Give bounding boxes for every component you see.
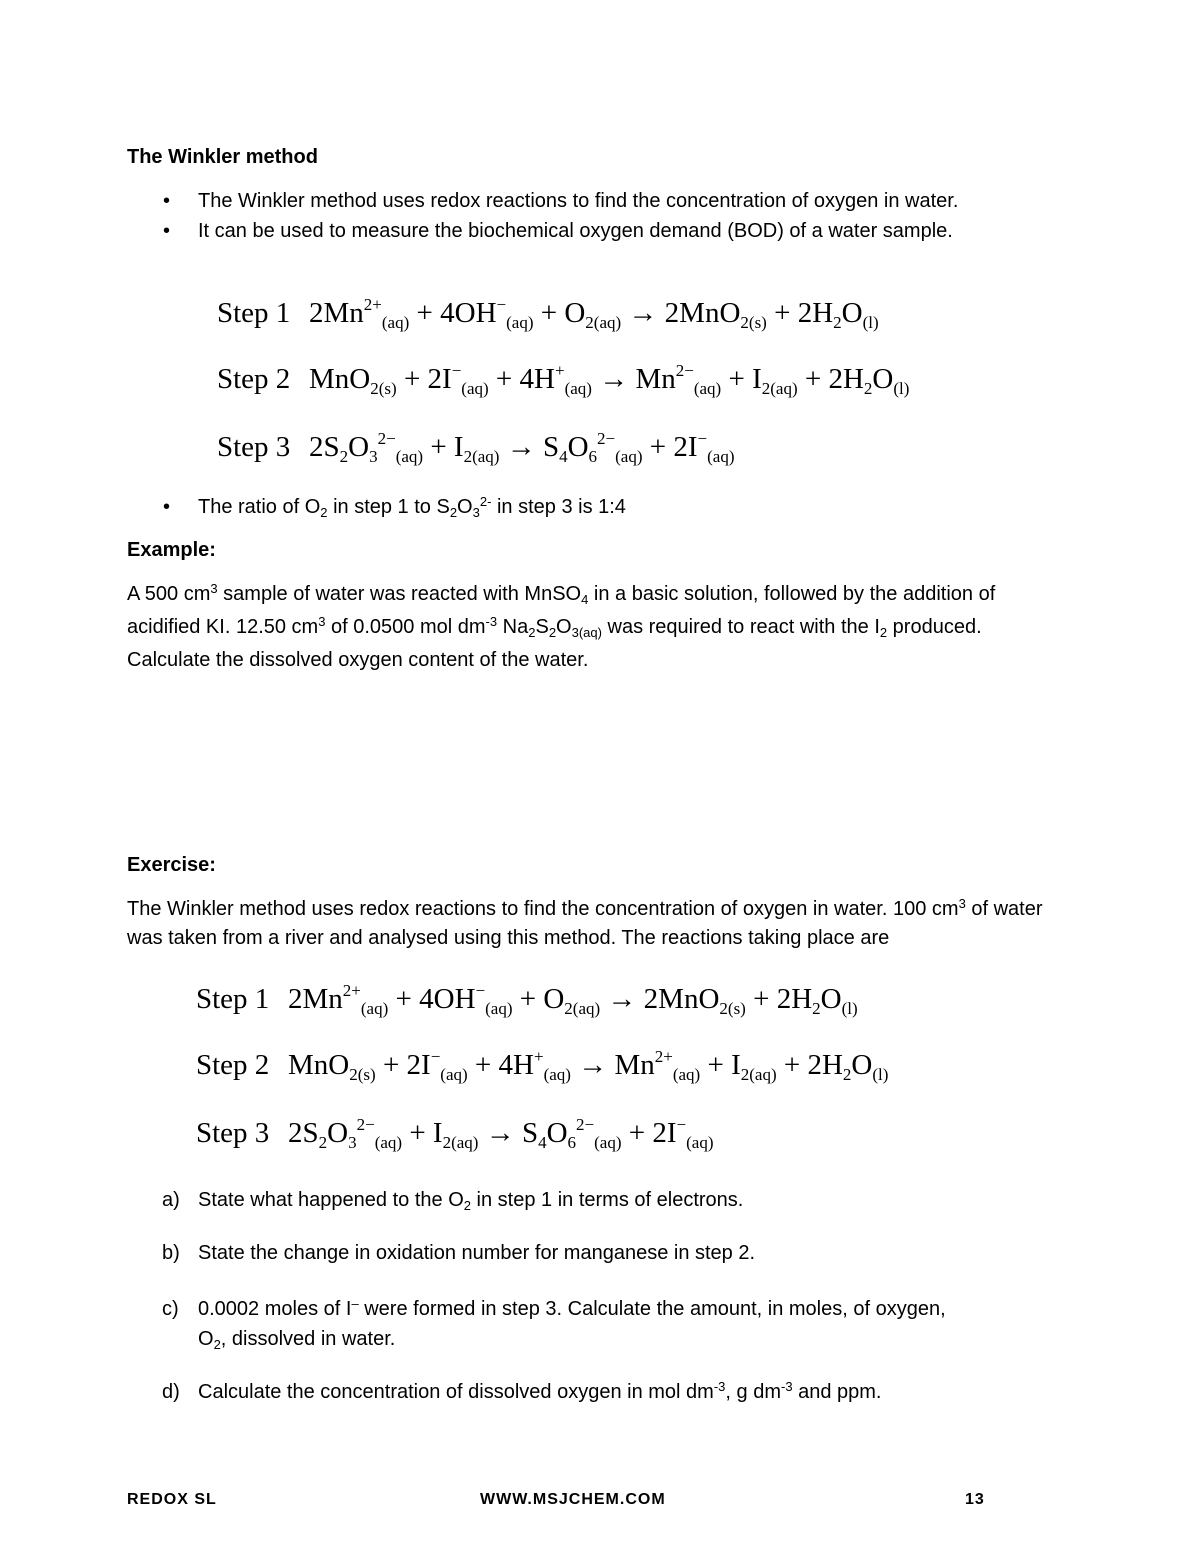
question-label: b): [162, 1242, 180, 1264]
step-label: Step 2: [217, 363, 291, 395]
step-label: Step 1: [196, 983, 270, 1015]
example-paragraph: A 500 $cm^3$ sample of water was reacted with MnSO$_4$ in a basic solution, followed by the addition of acidified KI. 12.50 $cm^3$ of 0.0500 mol $dm^{-3}$ $Na_2S_2O_{3(aq)}$ was required to react with the $I_2$ produced. Calculate the dissolved oxygen content of the water.: [127, 581, 996, 671]
step-label: Step 3: [217, 431, 291, 463]
exercise-paragraph: The Winkler method uses redox reactions to find the concentration of oxygen in water. 100 $cm^3$ of water was taken from a river and analysed using this method. The reactions taking place are: [127, 896, 1043, 949]
equation-step-3: Step 3 $2S_2O_3^{2-}_{(aq)} + I_{2(aq)} \to S_4O_6^{2-}_{(aq)} + 2I^-_{(aq)}$: [196, 1115, 714, 1152]
question-c: 0.0002 moles of I– were formed in step 3. Calculate the amount, in moles, of oxygen, $O_2$, dissolved in water.: [198, 1296, 946, 1352]
equation-step-1: Step 1 $2Mn^{2+}_{(aq)} + 4OH^-_{(aq)} + O_{2(aq)} \to 2MnO_{2(s)} + 2H_2O_{(l)}$: [217, 295, 879, 332]
question-a: State what happened to the $O_2$ in step 1 in terms of electrons.: [198, 1189, 744, 1213]
question-label: a): [162, 1189, 180, 1211]
page-heading: The Winkler method: [127, 146, 318, 168]
exercise-heading: Exercise:: [127, 854, 216, 876]
ratio-statement: The ratio of $O_2$ in step 1 to $S_2O_3^{2-}$ in step 3 is 1:4: [198, 494, 626, 520]
equation-step-1: Step 1 $2Mn^{2+}_{(aq)} + 4OH^-_{(aq)} + O_{2(aq)} \to 2MnO_{2(s)} + 2H_2O_{(l)}$: [196, 981, 858, 1018]
question-label: c): [162, 1298, 179, 1320]
equation-step-2: Step 2 $MnO_{2(s)} + 2I^-_{(aq)} + 4H^+_{(aq)} \to Mn^{2+}_{(aq)} + I_{2(aq)} + 2H_2O_{(l)}$: [196, 1047, 889, 1084]
equation-step-3: Step 3 $2S_2O_3^{2-}_{(aq)} + I_{2(aq)} \to S_4O_6^{2-}_{(aq)} + 2I^-_{(aq)}$: [217, 429, 735, 466]
question-label: d): [162, 1381, 180, 1403]
bullet-icon: •: [163, 190, 171, 212]
page-number: 13: [965, 1491, 985, 1508]
question-d: Calculate the concentration of dissolved oxygen in mol $dm^{-3}$, g $dm^{-3}$ and ppm.: [198, 1379, 882, 1403]
step-label: Step 2: [196, 1049, 270, 1081]
bullet-item-1: The Winkler method uses redox reactions to find the concentration of oxygen in water.: [198, 190, 959, 212]
example-heading: Example:: [127, 539, 216, 561]
bullet-icon: •: [163, 220, 171, 242]
bullet-icon: •: [163, 496, 171, 518]
question-b: State the change in oxidation number for manganese in step 2.: [198, 1242, 756, 1264]
step-label: Step 1: [217, 297, 291, 329]
bullet-item-2: It can be used to measure the biochemical oxygen demand (BOD) of a water sample.: [198, 220, 953, 242]
step-label: Step 3: [196, 1117, 270, 1149]
equation-step-2: Step 2 $MnO_{2(s)} + 2I^-_{(aq)} + 4H^+_{(aq)} \to Mn^{2-}_{(aq)} + I_{2(aq)} + 2H_2O_{(l)}$: [217, 361, 910, 398]
footer-center: WWW.MSJCHEM.COM: [480, 1491, 666, 1508]
footer-left: REDOX SL: [127, 1491, 217, 1508]
